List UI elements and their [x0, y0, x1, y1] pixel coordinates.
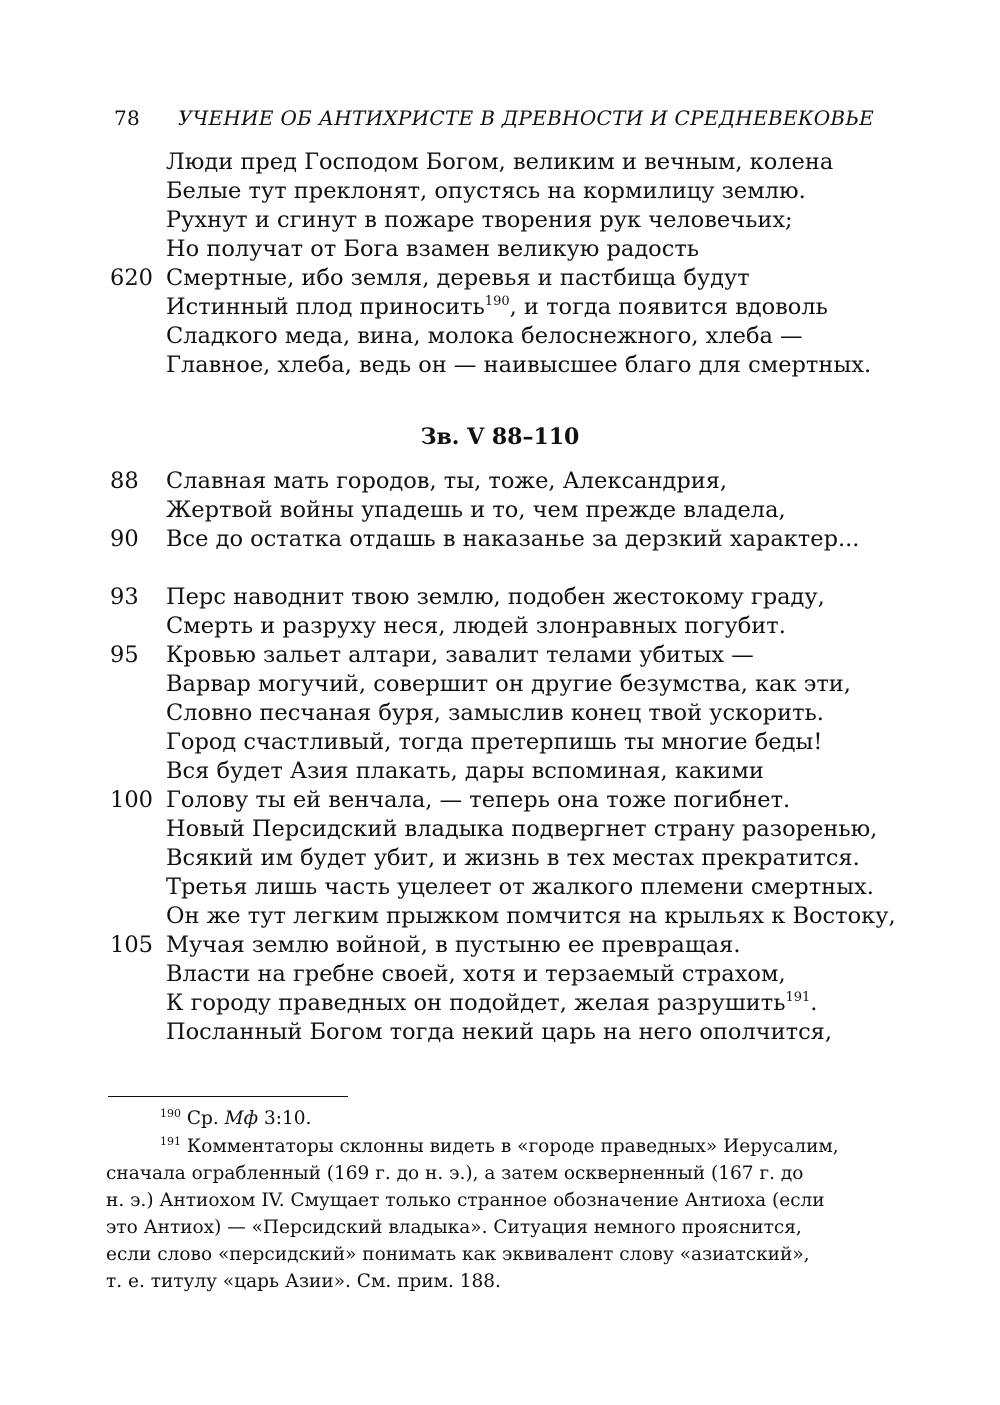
verse-text-part: , и тогда появится вдоволь — [509, 294, 828, 320]
verse-text: Кровью зальет алтари, завалит телами убитых — — [166, 642, 754, 668]
verse-line — [0, 756, 1000, 786]
verse-text: Третья лишь часть уцелеет от жалкого племени смертных. — [166, 874, 874, 900]
verse-line — [0, 263, 1000, 293]
verse-line — [0, 350, 1000, 380]
footnote-italic: Мф — [224, 1108, 259, 1129]
verse-line — [0, 988, 1000, 1018]
footnote-divider — [108, 1096, 348, 1097]
line-number: 95 — [110, 642, 139, 668]
verse-line — [0, 930, 1000, 960]
line-number: 88 — [110, 468, 139, 494]
footnote-line: т. е. титулу «царь Азии». См. прим. 188. — [106, 1271, 501, 1292]
verse-text: Белые тут преклонят, опустясь на кормилицу землю. — [166, 178, 806, 204]
footnote-text: 3:10. — [258, 1108, 312, 1129]
verse-line — [0, 959, 1000, 989]
line-number: 90 — [110, 526, 139, 552]
verse-text: Главное, хлеба, ведь он — наивысшее благо для смертных. — [166, 352, 872, 378]
footnote-ref-191[interactable]: 191 — [785, 990, 811, 1005]
footnote-text: Ср. — [186, 1108, 225, 1129]
verse-line — [0, 582, 1000, 612]
verse-line — [0, 321, 1000, 351]
footnote-mark: 190 — [160, 1107, 181, 1120]
verse-line — [0, 176, 1000, 206]
verse-text: Город счастливый, тогда претерпишь ты многие беды! — [166, 729, 823, 755]
verse-line — [0, 669, 1000, 699]
verse-text: Голову ты ей венчала, — теперь она тоже погибнет. — [166, 787, 791, 813]
verse-text: Словно песчаная буря, замыслив конец твой ускорить. — [166, 700, 824, 726]
verse-text: Посланный Богом тогда некий царь на него ополчится, — [166, 1019, 833, 1045]
verse-line — [0, 611, 1000, 641]
verse-line — [0, 640, 1000, 670]
verse-text: Рухнут и сгинут в пожаре творения рук человечьих; — [166, 207, 793, 233]
verse-text: Перс наводнит твою землю, подобен жестокому граду, — [166, 584, 825, 610]
verse-text: Смерть и разруху неся, людей злонравных погубит. — [166, 613, 786, 639]
verse-text: Люди пред Господом Богом, великим и вечным, колена — [166, 149, 834, 175]
verse-text: Он же тут легким прыжком помчится на крыльях к Востоку, — [166, 903, 896, 929]
verse-line — [0, 524, 1000, 554]
verse-text: Власти на гребне своей, хотя и терзаемый страхом, — [166, 961, 786, 987]
line-number: 620 — [110, 265, 153, 291]
verse-line — [0, 1017, 1000, 1047]
line-number: 93 — [110, 584, 139, 610]
footnote-line: это Антиох) — «Персидский владыка». Ситуация немного прояснится, — [106, 1217, 802, 1238]
footnote-190 — [160, 1106, 311, 1131]
verse-text — [166, 988, 817, 1018]
verse-text-part: К городу праведных он подойдет, желая разрушить — [166, 990, 786, 1016]
verse-line — [0, 901, 1000, 931]
footnote-line: сначала ограбленный (169 г. до н. э.), а затем оскверненный (167 г. до — [106, 1163, 804, 1184]
verse-text: Мучая землю войной, в пустыню ее превращая. — [166, 932, 741, 958]
verse-line — [0, 872, 1000, 902]
footnote-mark: 191 — [160, 1135, 181, 1148]
verse-line — [0, 495, 1000, 525]
verse-text: Славная мать городов, ты, тоже, Александрия, — [166, 468, 728, 494]
footnote-ref-190[interactable]: 190 — [484, 294, 510, 309]
footnote-line — [160, 1134, 839, 1159]
verse-line — [0, 466, 1000, 496]
verse-line — [0, 292, 1000, 322]
verse-text: Все до остатка отдашь в наказанье за дерзкий характер... — [166, 526, 860, 552]
verse-text: Новый Персидский владыка подвергнет страну разоренью, — [166, 816, 878, 842]
running-header — [114, 106, 874, 130]
footnote-line: если слово «персидский» понимать как эквивалент слову «азиатский», — [106, 1244, 810, 1265]
verse-line — [0, 727, 1000, 757]
line-number: 105 — [110, 932, 153, 958]
verse-text: Всякий им будет убит, и жизнь в тех местах прекратится. — [166, 845, 860, 871]
verse-line — [0, 785, 1000, 815]
footnote-line: н. э.) Антиохом IV. Смущает только странное обозначение Антиоха (если — [106, 1190, 825, 1211]
verse-line — [0, 843, 1000, 873]
verse-line — [0, 698, 1000, 728]
verse-text-part: . — [810, 990, 818, 1016]
verse-text-part: Истинный плод приносить — [166, 294, 485, 320]
verse-text: Варвар могучий, совершит он другие безумства, как эти, — [166, 671, 851, 697]
verse-text: Сладкого меда, вина, молока белоснежного, хлеба — — [166, 323, 803, 349]
verse-text — [166, 292, 828, 322]
verse-text: Вся будет Азия плакать, дары вспоминая, какими — [166, 758, 764, 784]
verse-line — [0, 814, 1000, 844]
section-heading: Зв. V 88–110 — [420, 424, 580, 450]
verse-line — [0, 205, 1000, 235]
verse-line — [0, 147, 1000, 177]
verse-text: Смертные, ибо земля, деревья и пастбища будут — [166, 265, 750, 291]
footnote-text: Комментаторы склонны видеть в «городе праведных» Иерусалим, — [186, 1136, 839, 1157]
page-number: 78 — [114, 106, 141, 130]
verse-text: Жертвой войны упадешь и то, чем прежде владела, — [166, 497, 786, 523]
line-number: 100 — [110, 787, 153, 813]
verse-text: Но получат от Бога взамен великую радость — [166, 236, 700, 262]
running-title: УЧЕНИЕ ОБ АНТИХРИСТЕ В ДРЕВНОСТИ И СРЕДНЕВЕКОВЬЕ — [178, 106, 875, 130]
verse-line — [0, 234, 1000, 264]
